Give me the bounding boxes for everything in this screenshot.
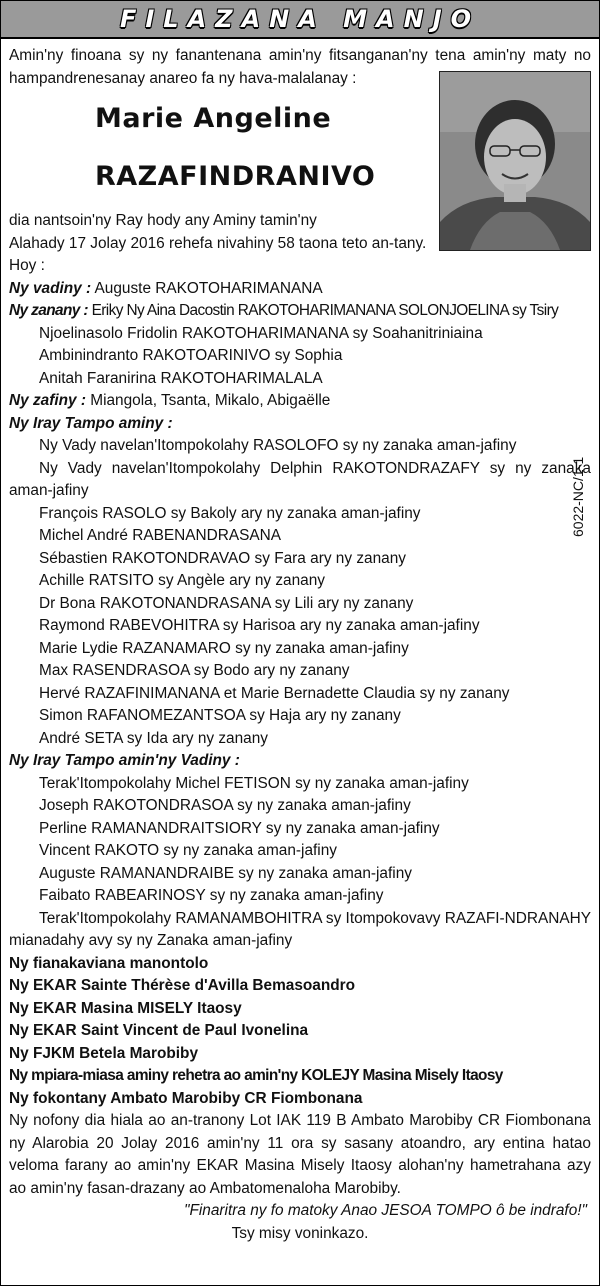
deceased-first-name: Marie Angeline [95, 103, 332, 134]
zanany-line [9, 300, 591, 323]
vadiny-line [9, 278, 591, 301]
death-line-3: Hoy : [9, 257, 45, 274]
iray-tampo-item: Marie Lydie RAZANAMARO sy ny zanaka aman-jafiny [39, 639, 409, 657]
zanany-label: Ny zanany : [9, 302, 88, 319]
zanany-item: Anitah Faranirina RAKOTOHARIMALALA [39, 369, 323, 387]
deceased-last-name: RAZAFINDRANIVO [95, 161, 376, 192]
bold-line: Ny FJKM Betela Marobiby [9, 1044, 199, 1062]
death-line-1: dia nantsoin'ny Ray hody any Aminy tamin'ny [9, 212, 317, 229]
iray-tampo-item: Sébastien RAKOTONDRAVAO sy Fara ary ny zanany [39, 549, 406, 567]
zanany-item: Ambinindranto RAKOTOARINIVO sy Sophia [39, 347, 343, 364]
iray-tampo-vadiny-label: Ny Iray Tampo amin'ny Vadiny : [9, 752, 240, 769]
iray-tampo-item: Ny Vady navelan'Itompokolahy Delphin RAKOTONDRAZAFY sy ny zanaka aman-jafiny [9, 459, 591, 499]
iray-tampo-label: Ny Iray Tampo aminy : [9, 414, 173, 432]
vadiny-value: Auguste RAKOTOHARIMANANA [91, 279, 323, 297]
notice-header [1, 1, 599, 39]
bold-line: Ny fianakaviana manontolo [9, 954, 209, 972]
closing-quote: "Finaritra ny fo matoky Anao JESOA TOMPO ô be indrafo!" [184, 1202, 587, 1219]
bold-line: Ny mpiara-miasa aminy rehetra ao amin'ny KOLEJY Masina Misely Itaosy [9, 1067, 503, 1084]
bold-line: Ny fokontany Ambato Marobiby CR Fiombonana [9, 1089, 363, 1107]
bold-line: Ny EKAR Sainte Thérèse d'Avilla Bemasoandro [9, 977, 356, 994]
iray-tampo-item: Michel André RABENANDRASANA [39, 527, 282, 544]
portrait-photo [439, 71, 591, 251]
bold-line: Ny EKAR Saint Vincent de Paul Ivonelina [9, 1022, 309, 1039]
iray-tampo-vadiny-last: Terak'Itompokolahy RAMANAMBOHITRA sy Itompokovavy RAZAFI-NDRANAHY mianadahy avy sy ny Zanaka aman-jafiny [9, 909, 592, 949]
iray-tampo-item: André SETA sy Ida ary ny zanany [39, 729, 268, 747]
iray-tampo-vadiny-item: Joseph RAKOTONDRASOA sy ny zanaka aman-jafiny [39, 797, 411, 814]
iray-tampo-item: Achille RATSITO sy Angèle ary ny zanany [39, 572, 325, 589]
iray-tampo-item: Ny Vady navelan'Itompokolahy RASOLOFO sy ny zanaka aman-jafiny [39, 437, 517, 454]
iray-tampo-item: Hervé RAZAFINIMANANA et Marie Bernadette Claudia sy ny zanany [39, 684, 510, 702]
iray-tampo-vadiny-item: Vincent RAKOTO sy ny zanaka aman-jafiny [39, 842, 337, 859]
iray-tampo-vadiny-item: Terak'Itompokolahy Michel FETISON sy ny zanaka aman-jafiny [39, 774, 469, 792]
reference-code: 6022-NC/1-1 [570, 456, 586, 537]
iray-tampo-item: Raymond RABEVOHITRA sy Harisoa ary ny zanaka aman-jafiny [39, 617, 480, 634]
iray-tampo-vadiny-item: Faibato RABEARINOSY sy ny zanaka aman-jafiny [39, 887, 384, 904]
zafiny-line [9, 390, 591, 413]
iray-tampo-item: François RASOLO sy Bakoly ary ny zanaka aman-jafiny [39, 504, 421, 522]
zanany-item: Njoelinasolo Fridolin RAKOTOHARIMANANA sy Soahanitriniaina [39, 324, 483, 342]
iray-tampo-item: Max RASENDRASOA sy Bodo ary ny zanany [39, 662, 350, 679]
iray-tampo-vadiny-item: Auguste RAMANANDRAIBE sy ny zanaka aman-jafiny [39, 864, 412, 882]
closing-note: Tsy misy voninkazo. [231, 1224, 369, 1242]
notice-title: FILAZANA MANJO [119, 5, 481, 33]
burial-text: Ny nofony dia hiala ao an-tranony Lot IAK 119 B Ambato Marobiby CR Fiombonana ny Alarobia 20 Jolay 2016 amin'ny 11 ora sy sasany atoandro, ary entina hatao veloma farany ao amin'ny EKAR Masina Misely Itaosy alohan'ny hametrahana azy ao amin'ny fasan-drazany ao Ambatomenaloha Marobiby. [9, 1112, 591, 1197]
iray-tampo-item: Simon RAFANOMEZANTSOA sy Haja ary ny zanany [39, 707, 401, 724]
zanany-first: Eriky Ny Aina Dacostin RAKOTOHARIMANANA SOLONJOELINA sy Tsiry [87, 302, 559, 319]
death-line-2: Alahady 17 Jolay 2016 rehefa nivahiny 58 taona teto an-tany. [9, 234, 427, 252]
iray-tampo-vadiny-item: Perline RAMANANDRAITSIORY sy ny zanaka aman-jafiny [39, 819, 440, 837]
notice-body [1, 39, 599, 1245]
zafiny-label: Ny zafiny : [9, 392, 86, 409]
intro-text: Amin'ny finoana sy ny fanantenana amin'ny fitsanganan'ny tena amin'ny maty no hampandrenesanay anareo fa ny hava-malalanay : [9, 47, 591, 87]
iray-tampo-item: Dr Bona RAKOTONANDRASANA sy Lili ary ny zanany [39, 594, 414, 612]
zafiny-value: Miangola, Tsanta, Mikalo, Abigaëlle [85, 392, 331, 409]
bold-line: Ny EKAR Masina MISELY Itaosy [9, 999, 242, 1017]
vadiny-label: Ny vadiny : [9, 279, 92, 297]
